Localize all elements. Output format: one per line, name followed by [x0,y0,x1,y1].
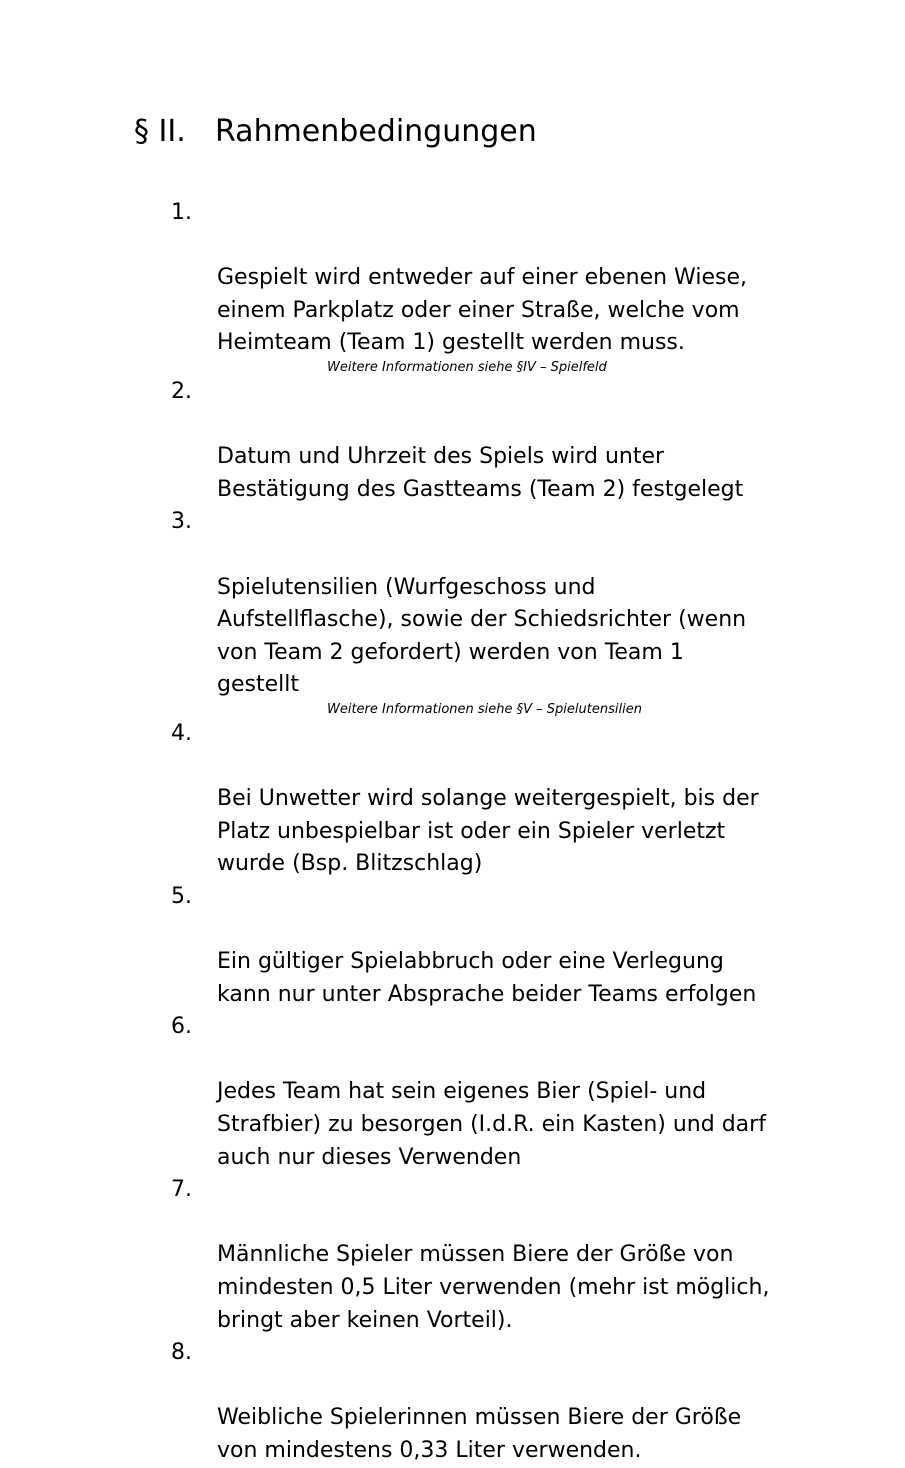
reference-note: Weitere Informationen siehe §V – Spielutensilien [327,701,642,717]
list-item [162,197,862,360]
item-text: Spielutensilien (Wurfgeschoss und Aufstellflasche), sowie der Schiedsrichter (wenn von Team 2 gefordert) werden von Team 1 gestellt [217,574,747,698]
item-text: Ein gültiger Spielabbruch oder eine Verlegung kann nur unter Absprache beider Teams erfolgen [217,949,757,1007]
list-item [162,1337,862,1467]
item-number: 5. [171,883,192,909]
item-number: 2. [171,378,192,404]
item-text: Datum und Uhrzeit des Spiels wird unter Bestätigung des Gastteams (Team 2) festgelegt [217,444,744,502]
section-number: § II. [134,114,186,149]
item-text: Gespielt wird entweder auf einer ebenen Wiese, einem Parkplatz oder einer Straße, welche vom Heimteam (Team 1) gestellt werden muss. [217,265,747,356]
item-number: 3. [171,509,192,535]
list-item [162,718,862,881]
list-item [162,881,862,1011]
list-item [162,376,862,506]
list-item [162,1174,862,1337]
item-number: 6. [171,1014,192,1040]
item-text: Weibliche Spielerinnen müssen Biere der Größe von mindestens 0,33 Liter verwenden. [217,1405,742,1463]
list-item [162,1011,862,1174]
item-number: 8. [171,1340,192,1366]
item-number: 4. [171,720,192,746]
item-number: 1. [171,200,192,225]
list-item [162,506,862,702]
section-title: Rahmenbedingungen [215,114,537,149]
item-number: 7. [171,1177,192,1203]
item-text: Männliche Spieler müssen Biere der Größe von mindesten 0,5 Liter verwenden (mehr ist möglich, bringt aber keinen Vorteil). [217,1242,770,1333]
rules-list [162,197,862,1468]
reference-note: Weitere Informationen siehe §IV – Spielfeld [327,359,607,375]
item-text: Bei Unwetter wird solange weitergespielt, bis der Platz unbespielbar ist oder ein Spieler verletzt wurde (Bsp. Blitzschlag) [217,786,759,877]
item-text: Jedes Team hat sein eigenes Bier (Spiel- und Strafbier) zu besorgen (I.d.R. ein Kasten) und darf auch nur dieses Verwenden [217,1079,766,1170]
section-heading [134,110,537,154]
